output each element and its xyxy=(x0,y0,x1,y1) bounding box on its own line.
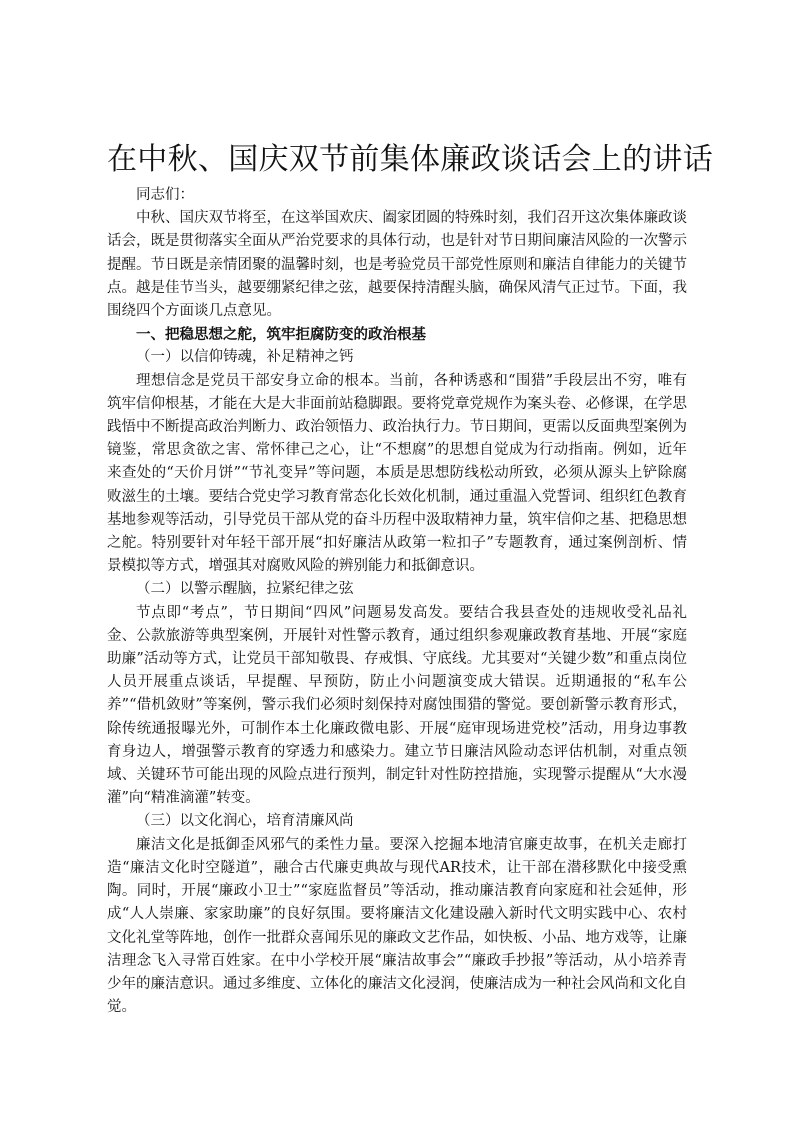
subsection-heading-3: （三）以文化润心，培育清廉风尚 xyxy=(136,813,354,830)
subsection-paragraph-2: 节点即“考点”，节日期间“四风”问题易发高发。要结合我县查处的违规收受礼品礼金、公款旅游等典型案例，开展针对性警示教育，通过组织参观廉政教育基地、开展“家庭助廉”活动等方式，让党员干部知敬畏、存戒惧、守底线。尤其要对“关键少数”和重点岗位人员开展重点谈话，早提醒、早预防，防止小问题演变成大错误。近期通报的“私车公养”“借机敛财”等案例，警示我们必须时刻保持对腐蚀围猎的警觉。要创新警示教育形式，除传统通报曝光外，可制作本土化廉政微电影、开展“庭审现场进党校”活动，用身边事教育身边人，增强警示教育的穿透力和感染力。建立节日廉洁风险动态评估机制，对重点领域、关键环节可能出现的风险点进行预判，制定针对性防控措施，实现警示提醒从“大水漫灌”向“精准滴灌”转变。 xyxy=(107,604,687,807)
intro-paragraph: 中秋、国庆双节将至，在这举国欢庆、阖家团圆的特殊时刻，我们召开这次集体廉政谈话会，既是贯彻落实全面从严治党要求的具体行动，也是针对节日期间廉洁风险的一次警示提醒。节日既是亲情团聚的温馨时刻，也是考验党员干部党性原则和廉洁自律能力的关键节点。越是佳节当头，越要绷紧纪律之弦，越要保持清醒头脑，确保风清气正过节。下面，我围绕四个方面谈几点意见。 xyxy=(107,210,687,320)
subsection-heading-2: （二）以警示醒脑，拉紧纪律之弦 xyxy=(136,581,354,598)
greeting: 同志们： xyxy=(136,187,194,203)
document-page xyxy=(107,138,713,1019)
section-heading: 一、把稳思想之舵，筑牢拒腐防变的政治根基 xyxy=(136,326,426,344)
page-title: 在中秋、国庆双节前集体廉政谈话会上的讲话 xyxy=(107,142,713,177)
subsection-paragraph-1: 理想信念是党员干部安身立命的根本。当前，各种诱惑和“围猎”手段层出不穷，唯有筑牢信仰根基，才能在大是大非面前站稳脚跟。要将党章党规作为案头卷、必修课，在学思践悟中不断提高政治判断力、政治领悟力、政治执行力。节日期间，更需以反面典型案例为镜鉴，常思贪欲之害、常怀律己之心，让“不想腐”的思想自觉成为行动指南。例如，近年来查处的“天价月饼”“节礼变异”等问题，本质是思想防线松动所致，必须从源头上铲除腐败滋生的土壤。要结合党史学习教育常态化长效化机制，通过重温入党誓词、组织红色教育基地参观等活动，引导党员干部从党的奋斗历程中汲取精神力量，筑牢信仰之基、把稳思想之舵。特别要针对年轻干部开展“扣好廉洁从政第一粒扣子”专题教育，通过案例剖析、情景模拟等方式，增强其对腐败风险的辨别能力和抵御意识。 xyxy=(107,372,687,575)
subsection-paragraph-3: 廉洁文化是抵御歪风邪气的柔性力量。要深入挖掘本地清官廉吏故事，在机关走廊打造“廉洁文化时空隧道”，融合古代廉吏典故与现代AR技术，让干部在潜移默化中接受熏陶。同时，开展“廉政小卫士”“家庭监督员”等活动，推动廉洁教育向家庭和社会延伸，形成“人人崇廉、家家助廉”的良好氛围。要将廉洁文化建设融入新时代文明实践中心、农村文化礼堂等阵地，创作一批群众喜闻乐见的廉政文艺作品，如快板、小品、地方戏等，让廉洁理念飞入寻常百姓家。在中小学校开展“廉洁故事会”“廉政手抄报”等活动，从小培养青少年的廉洁意识。通过多维度、立体化的廉洁文化浸润，使廉洁成为一种社会风尚和文化自觉。 xyxy=(107,836,687,1016)
subsection-heading-1: （一）以信仰铸魂，补足精神之钙 xyxy=(136,349,354,366)
